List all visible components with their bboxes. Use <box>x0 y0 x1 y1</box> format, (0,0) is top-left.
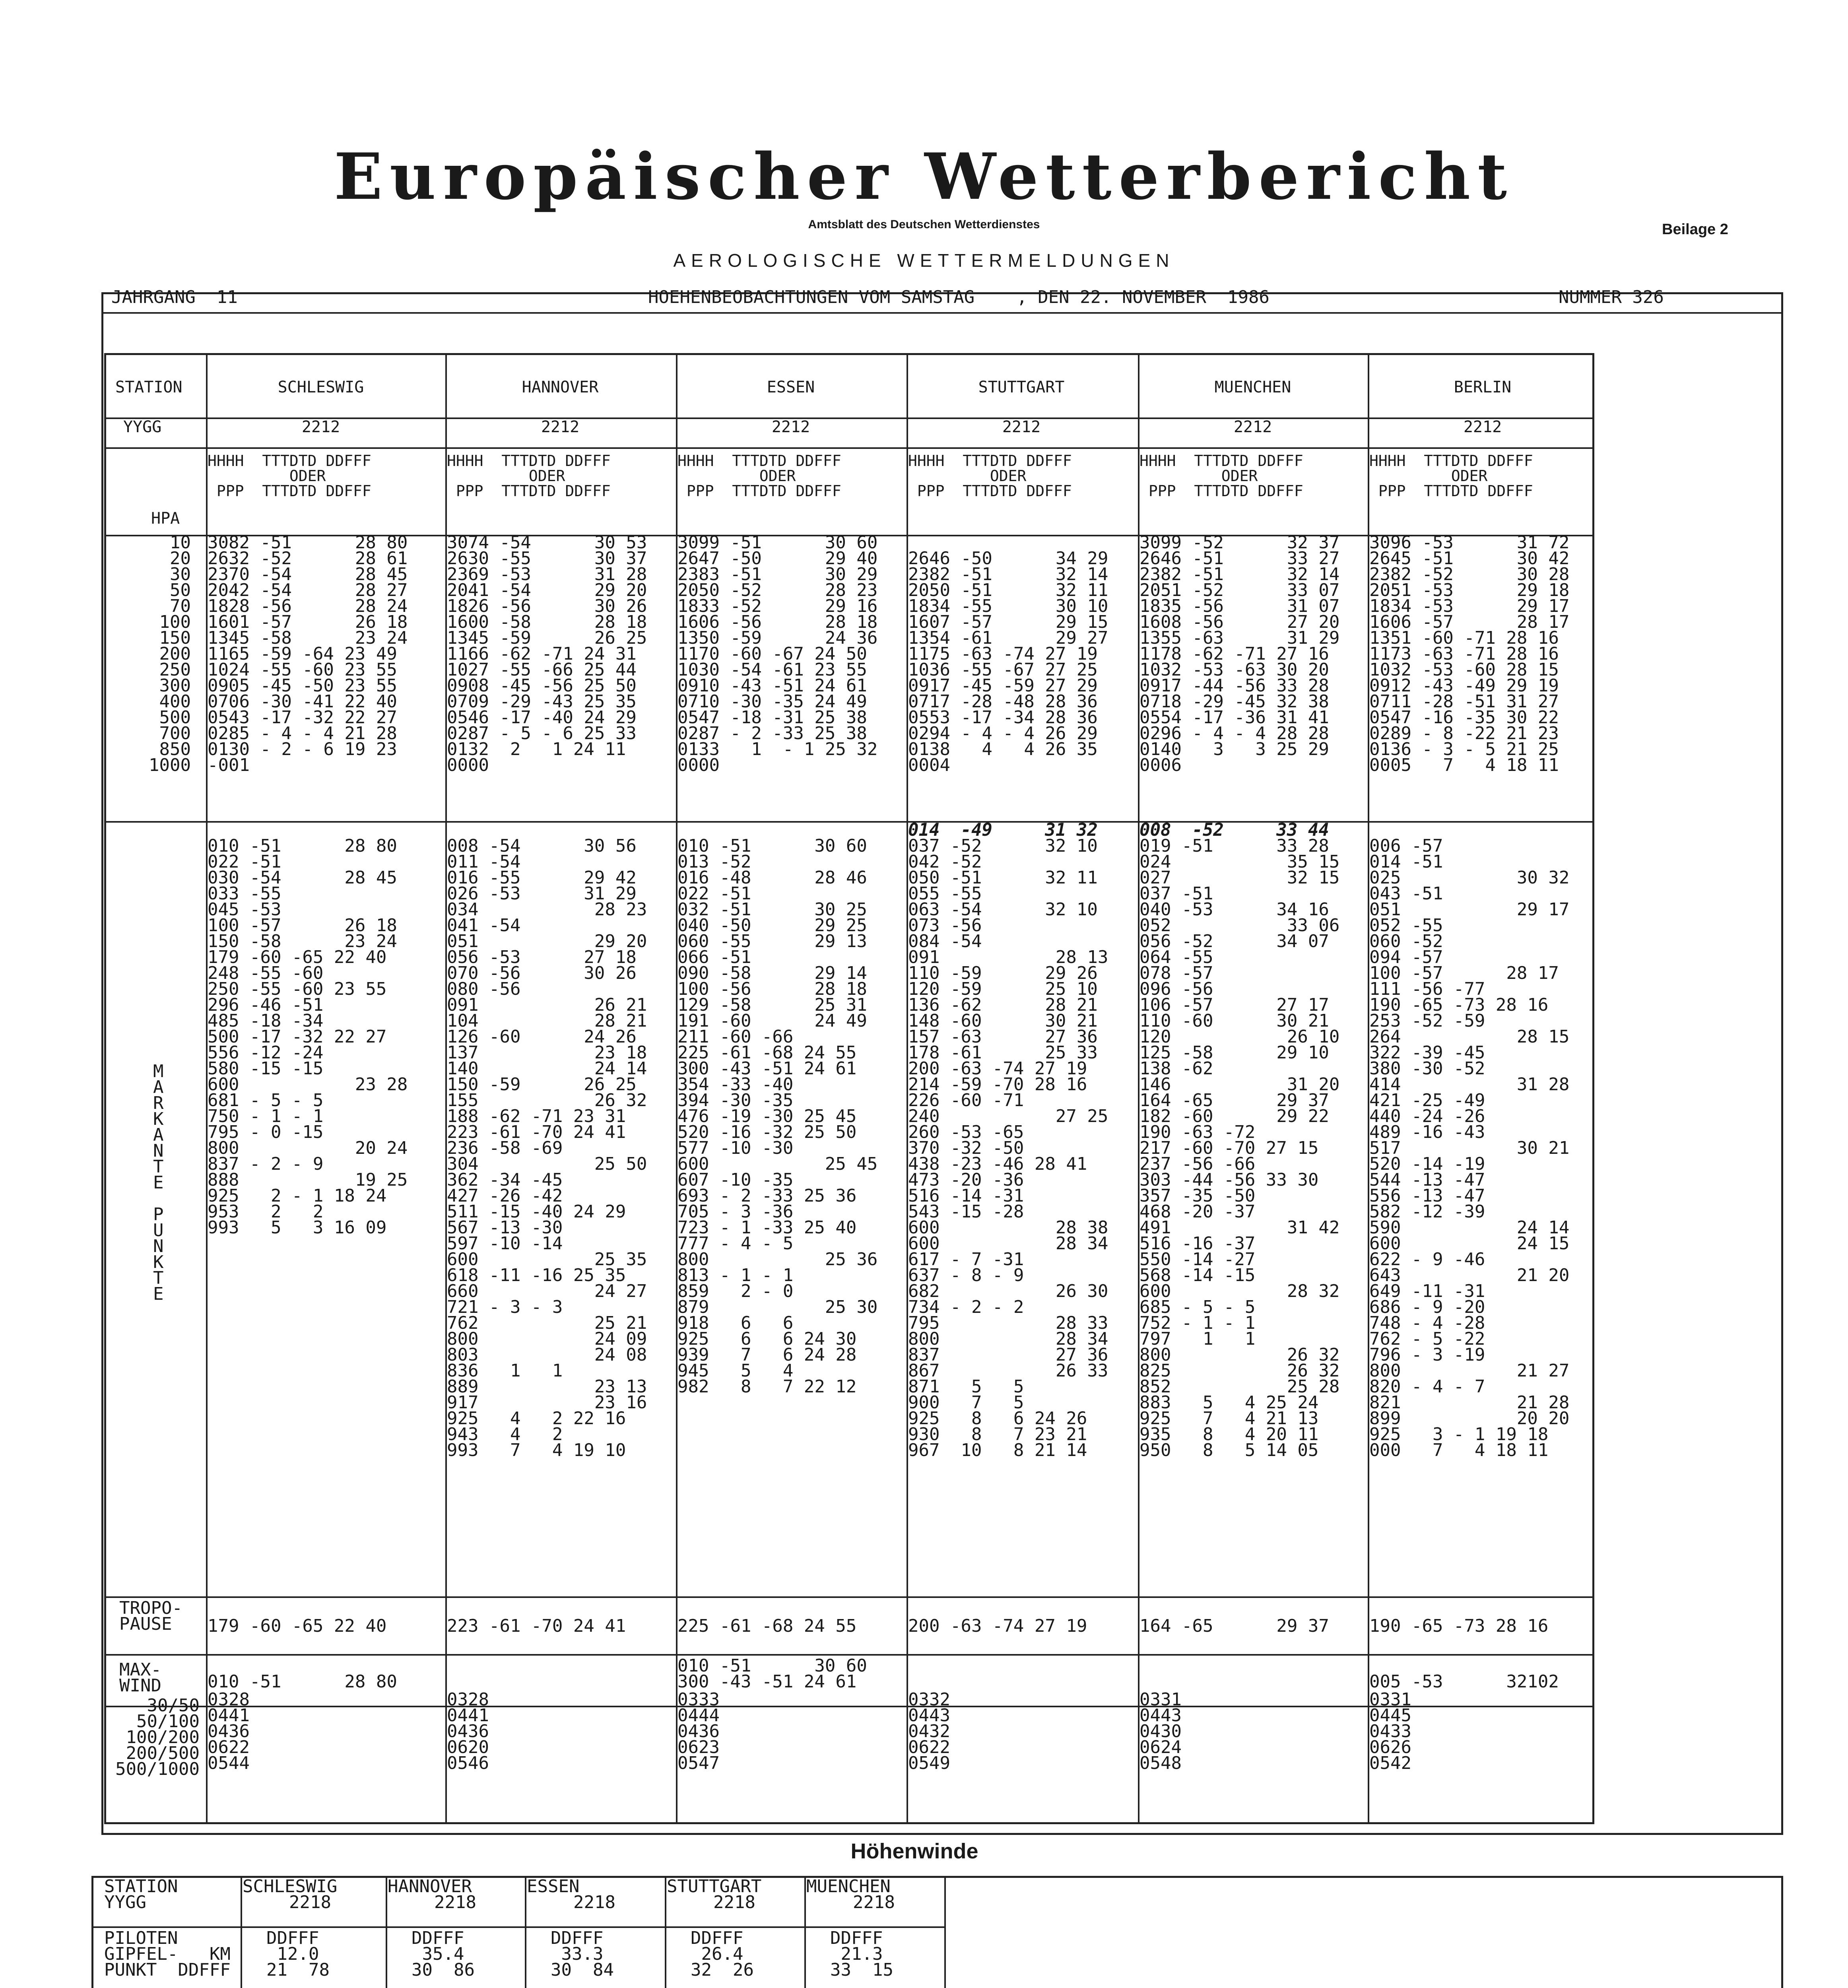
station-name: SCHLESWIG <box>278 378 364 396</box>
page-subtitle: Amtsblatt des Deutschen Wetterdienstes <box>808 218 1040 231</box>
station-yygg: 2212 <box>1002 418 1041 436</box>
thickness-values: 0331 0443 0430 0624 0548 <box>1139 1689 1182 1773</box>
hw-station-name: STUTTGART <box>667 1876 762 1897</box>
significant-points: 037 -52 32 10 042 -52 050 -51 32 11 055 -55 063 -54 32 10 073 -56 084 -54 091 28 13 110 -59 29 26 120 -59 25 10 136 -62 28 21 148 -60 30 21 157 -63 27 36 178 -61 25 33 200 -63 -74 27 19 214 -59 -70 28 16 226 -60 -71 240 27 25 260 -53 -65 370 -32 -50 438 -23 -46 28 41 473 -20 -36 516 -14 -31 543 -15 -28 600 28 38 600 28 34 617 - 7 -31 637 - 8 - 9 682 26 30 734 - 2 - 2 795 28 33 800 28 34 837 27 36 867 26 33 871 5 5 900 7 5 925 8 6 24 26 930 8 7 23 21 967 10 8 21 14 <box>908 836 1108 1460</box>
supplement-label: Beilage 2 <box>1662 221 1728 238</box>
tropopause-value: 190 -65 -73 28 16 <box>1369 1616 1549 1636</box>
page-title: Europäischer Wetterbericht <box>334 139 1514 214</box>
hw-station-name: MUENCHEN <box>806 1876 891 1897</box>
mandatory-levels: 2646 -50 34 29 2382 -51 32 14 2050 -51 32 11 1834 -55 30 10 1607 -57 29 15 1354 -61 29 27 1175 -63 -74 27 19 1036 -55 -67 27 25 0917 -45 -59 27 29 0717 -28 -48 28 36 0553 -17 -34 28 36 0294 - 4 - 4 26 29 0138 4 4 26 35 0004 <box>908 548 1108 775</box>
station-yygg: 2212 <box>771 418 810 436</box>
column-header: HHHH TTTDTD DDFFF ODER PPP TTTDTD DDFFF <box>1369 452 1533 500</box>
handwritten-note: 008 -52 33 44 <box>1139 820 1329 840</box>
yygg-label: YYGG <box>123 418 162 436</box>
tropopause-value: 164 -65 29 37 <box>1139 1616 1329 1636</box>
tropopause-value: 225 -61 -68 24 55 <box>677 1616 857 1636</box>
station-yygg: 2212 <box>541 418 580 436</box>
issue-number: NUMMER 326 <box>1559 287 1664 307</box>
significant-points: 006 -57 014 -51 025 30 32 043 -51 051 29 17 052 -55 060 -52 094 -57 100 -57 28 17 111 -56 -77 190 -65 -73 28 16 253 -52 -59 264 28 15 322 -39 -45 380 -30 -52 414 31 28 421 -25 -49 440 -24 -26 489 -16 -43 517 30 21 520 -14 -19 544 -13 -47 556 -13 -47 582 -12 -39 590 24 14 600 24 15 622 - 9 -46 643 21 20 649 -11 -31 686 - 9 -20 748 - 4 -28 762 - 5 -22 796 - 3 -19 800 21 27 820 - 4 - 7 821 21 28 899 20 20 925 3 - 1 19 18 000 7 4 18 11 <box>1369 836 1570 1460</box>
mandatory-levels: 3099 -52 32 37 2646 -51 33 27 2382 -51 32 14 2051 -52 33 07 1835 -56 31 07 1608 -56 27 20 1355 -63 31 29 1178 -62 -71 27 16 1032 -53 -63 30 20 0917 -44 -56 33 28 0718 -29 -45 32 38 0554 -17 -36 31 41 0296 - 4 - 4 28 28 0140 3 3 25 29 0006 <box>1139 532 1340 775</box>
observation-date: HOEHENBEOBACHTUNGEN VOM SAMSTAG , DEN 22. NOVEMBER 1986 <box>648 287 1270 307</box>
mandatory-levels: 3096 -53 31 72 2645 -51 30 42 2382 -52 30 28 2051 -53 29 18 1834 -53 29 17 1606 -57 28 17 1351 -60 -71 28 16 1173 -63 -71 28 16 1032 -53 -60 28 15 0912 -43 -49 29 19 0711 -28 -51 31 27 0547 -16 -35 30 22 0289 - 8 -22 21 23 0136 - 3 - 5 21 25 0005 7 4 18 11 <box>1369 532 1570 775</box>
column-header: HHHH TTTDTD DDFFF ODER PPP TTTDTD DDFFF <box>447 452 611 500</box>
station-yygg: 2212 <box>301 418 340 436</box>
thickness-values: 0328 0441 0436 0620 0546 <box>447 1689 489 1773</box>
hw-piloten: DDFFF 33.3 30 84 <box>551 1928 614 1980</box>
station-name: BERLIN <box>1454 378 1512 396</box>
column-header: HHHH TTTDTD DDFFF ODER PPP TTTDTD DDFFF <box>908 452 1072 500</box>
station-yygg-label: STATION YYGG <box>104 1876 178 1912</box>
significant-points: 008 -54 30 56 011 -54 016 -55 29 42 026 -53 31 29 034 28 23 041 -54 051 29 20 056 -53 27 18 070 -56 30 26 080 -56 091 26 21 104 28 21 126 -60 24 26 137 23 18 140 24 14 150 -59 26 25 155 26 32 188 -62 -71 23 31 223 -61 -70 24 41 236 -58 -69 304 25 50 362 -34 -45 427 -26 -42 511 -15 -40 24 29 567 -13 -30 597 -10 -14 600 25 35 618 -11 -16 25 35 660 24 27 721 - 3 - 3 762 25 21 800 24 09 803 24 08 836 1 1 889 23 13 917 23 16 925 4 2 22 16 943 4 2 993 7 4 19 10 <box>447 836 647 1460</box>
column-header: HHHH TTTDTD DDFFF ODER PPP TTTDTD DDFFF <box>1139 452 1303 500</box>
tropopause-value: 200 -63 -74 27 19 <box>908 1616 1087 1636</box>
hw-station-yygg: 2218 <box>853 1892 895 1912</box>
column-header: HHHH TTTDTD DDFFF ODER PPP TTTDTD DDFFF <box>677 452 841 500</box>
pressure-levels: 10 20 30 50 70 100 150 200 250 300 400 500 700 850 1000 <box>149 532 191 775</box>
thickness-values: 0331 0445 0433 0626 0542 <box>1369 1689 1411 1773</box>
mandatory-levels: 3082 -51 28 80 2632 -52 28 61 2370 -54 28 45 2042 -54 28 27 1828 -56 28 24 1601 -57 26 18 1345 -58 23 24 1165 -59 -64 23 49 1024 -55 -60 23 55 0905 -45 -50 23 55 0706 -30 -41 22 40 0543 -17 -32 22 27 0285 - 4 - 4 21 28 0130 - 2 - 6 19 23 -001 <box>208 532 408 775</box>
handwritten-note: 014 -49 31 32 <box>908 820 1098 840</box>
section-title: AEROLOGISCHE WETTERMELDUNGEN <box>673 250 1175 271</box>
thickness-values: 0328 0441 0436 0622 0544 <box>208 1689 250 1773</box>
hw-piloten: DDFFF 26.4 32 26 <box>691 1928 754 1980</box>
thickness-values: 0333 0444 0436 0623 0547 <box>677 1689 720 1773</box>
hw-piloten: DDFFF 35.4 30 86 <box>412 1928 475 1980</box>
station-name: HANNOVER <box>522 378 599 396</box>
tropopause-label: TROPO- PAUSE <box>119 1598 182 1634</box>
tropopause-value: 179 -60 -65 22 40 <box>208 1616 387 1636</box>
maxwind-value: 010 -51 28 80 <box>208 1672 397 1692</box>
jahrgang: JAHRGANG 11 <box>111 287 238 307</box>
maxwind-label: MAX- WIND <box>119 1660 161 1696</box>
maxwind-value: 005 -53 32102 <box>1369 1672 1559 1692</box>
hw-station-name: ESSEN <box>527 1876 580 1897</box>
hw-station-name: HANNOVER <box>388 1876 472 1897</box>
significant-points-label: M A R K A N T E P U N K T E <box>153 1061 164 1304</box>
piloten-label: PILOTEN GIPFEL- KM PUNKT DDFFF <box>104 1928 231 1980</box>
hw-station-yygg: 2218 <box>434 1892 476 1912</box>
upper-winds-table <box>91 1876 1783 1988</box>
hw-station-yygg: 2218 <box>573 1892 615 1912</box>
hpa-label: HPA <box>151 509 180 528</box>
hw-station-name: SCHLESWIG <box>243 1876 338 1897</box>
hw-piloten: DDFFF 12.0 21 78 <box>266 1928 330 1980</box>
station-name: STUTTGART <box>978 378 1065 396</box>
station-name: MUENCHEN <box>1214 378 1291 396</box>
thickness-labels: 30/50 50/100 100/200 200/500 500/1000 <box>115 1695 200 1779</box>
hw-station-yygg: 2218 <box>289 1892 331 1912</box>
thickness-values: 0332 0443 0432 0622 0549 <box>908 1689 950 1773</box>
significant-points: 010 -51 28 80 022 -51 030 -54 28 45 033 -55 045 -53 100 -57 26 18 150 -58 23 24 179 -60 -65 22 40 248 -55 -60 250 -55 -60 23 55 296 -46 -51 485 -18 -34 500 -17 -32 22 27 556 -12 -24 580 -15 -15 600 23 28 681 - 5 - 5 750 - 1 - 1 795 - 0 -15 800 20 24 837 - 2 - 9 888 19 25 925 2 - 1 18 24 953 2 2 993 5 3 16 09 <box>208 836 408 1238</box>
maxwind-value: 010 -51 30 60 300 -43 -51 24 61 <box>677 1656 867 1692</box>
tropopause-value: 223 -61 -70 24 41 <box>447 1616 626 1636</box>
hw-piloten: DDFFF 21.3 33 15 <box>830 1928 893 1980</box>
upper-winds-heading: Höhenwinde <box>850 1839 978 1863</box>
mandatory-levels: 3074 -54 30 53 2630 -55 30 37 2369 -53 31 28 2041 -54 29 20 1826 -56 30 26 1600 -58 28 18 1345 -59 26 25 1166 -62 -71 24 31 1027 -55 -66 25 44 0908 -45 -56 25 50 0709 -29 -43 25 35 0546 -17 -40 24 29 0287 - 5 - 6 25 33 0132 2 1 24 11 0000 <box>447 532 647 775</box>
mandatory-levels: 3099 -51 30 60 2647 -50 29 40 2383 -51 30 29 2050 -52 28 23 1833 -52 29 16 1606 -56 28 18 1350 -59 24 36 1170 -60 -67 24 50 1030 -54 -61 23 55 0910 -43 -51 24 61 0710 -30 -35 24 49 0547 -18 -31 25 38 0287 - 2 -33 25 38 0133 1 - 1 25 32 0000 <box>677 532 878 775</box>
station-label: STATION <box>115 378 182 396</box>
significant-points: 019 -51 33 28 024 35 15 027 32 15 037 -51 040 -53 34 16 052 33 06 056 -52 34 07 064 -55 078 -57 096 -56 106 -57 27 17 110 -60 30 21 120 26 10 125 -58 29 10 138 -62 146 31 20 164 -65 29 37 182 -60 29 22 190 -63 -72 217 -60 -70 27 15 237 -56 -66 303 -44 -56 33 30 357 -35 -50 468 -20 -37 491 31 42 516 -16 -37 550 -14 -27 568 -14 -15 600 28 32 685 - 5 - 5 752 - 1 - 1 797 1 1 800 26 32 825 26 32 852 25 28 883 5 4 25 24 925 7 4 21 13 935 8 4 20 11 950 8 5 14 05 <box>1139 836 1340 1460</box>
significant-points: 010 -51 30 60 013 -52 016 -48 28 46 022 -51 032 -51 30 25 040 -50 29 25 060 -55 29 13 066 -51 090 -58 29 14 100 -56 28 18 129 -58 25 31 191 -60 24 49 211 -60 -66 225 -61 -68 24 55 300 -43 -51 24 61 354 -33 -40 394 -30 -35 476 -19 -30 25 45 520 -16 -32 25 50 577 -10 -30 600 25 45 607 -10 -35 693 - 2 -33 25 36 705 - 3 -36 723 - 1 -33 25 40 777 - 4 - 5 800 25 36 813 - 1 - 1 859 2 - 0 879 25 30 918 6 6 925 6 6 24 30 939 7 6 24 28 945 5 4 982 8 7 22 12 <box>677 836 878 1397</box>
column-header: HHHH TTTDTD DDFFF ODER PPP TTTDTD DDFFF <box>208 452 371 500</box>
hw-station-yygg: 2218 <box>713 1892 755 1912</box>
station-yygg: 2212 <box>1233 418 1272 436</box>
station-yygg: 2212 <box>1463 418 1502 436</box>
station-name: ESSEN <box>767 378 815 396</box>
